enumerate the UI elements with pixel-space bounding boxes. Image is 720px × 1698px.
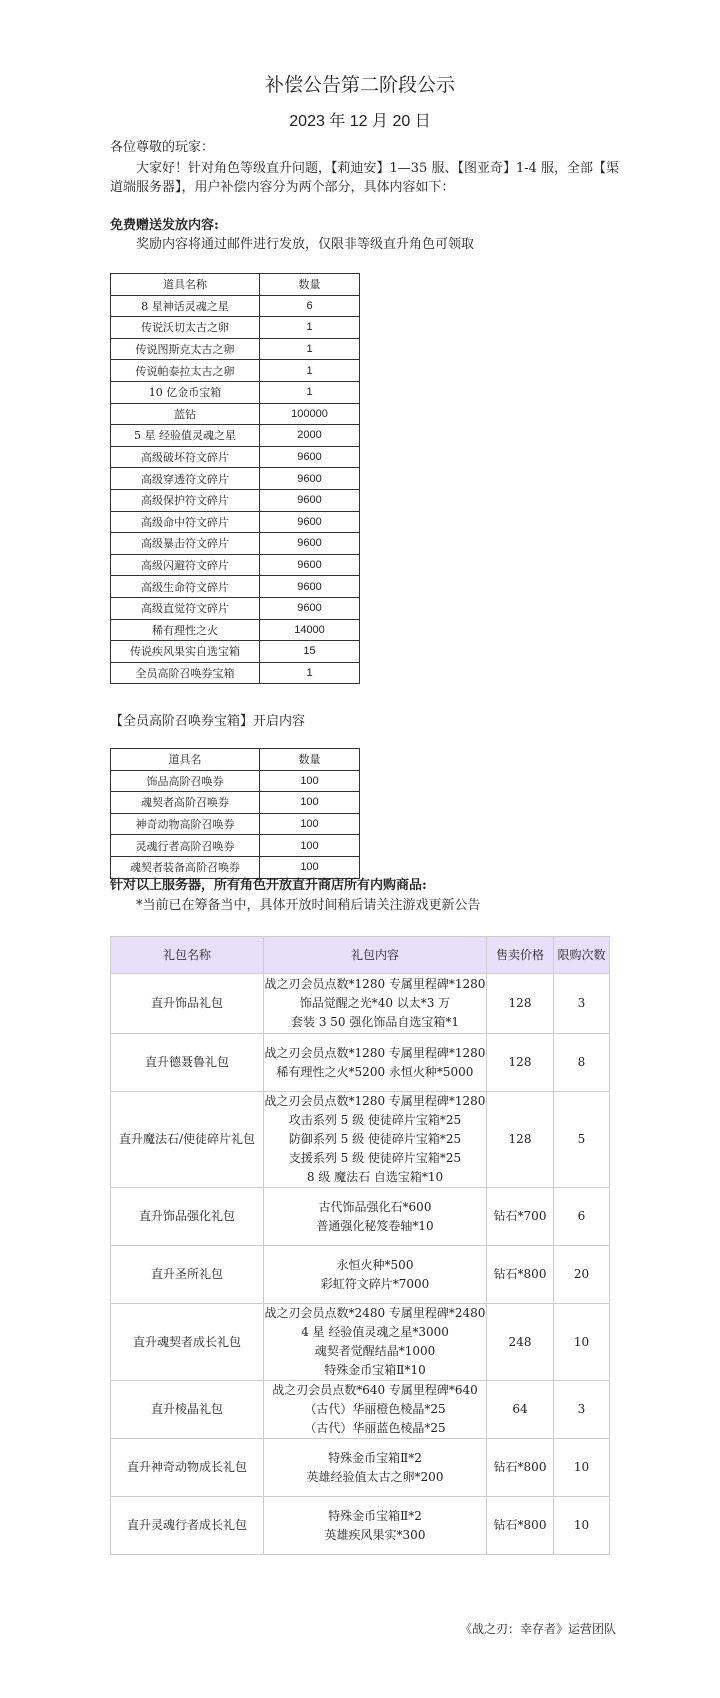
content-line: 战之刃会员点数*1280 专属里程碑*1280 bbox=[264, 1094, 486, 1108]
package-price: 钻石*800 bbox=[487, 1439, 554, 1497]
table-header: 数量 bbox=[260, 749, 360, 771]
package-price: 钻石*700 bbox=[487, 1188, 554, 1246]
content-line: 古代饰品强化石*600 bbox=[318, 1199, 432, 1214]
item-quantity: 1 bbox=[260, 662, 360, 684]
package-price: 64 bbox=[487, 1381, 554, 1439]
page-title: 补偿公告第二阶段公示 bbox=[264, 74, 455, 96]
item-quantity: 1 bbox=[260, 381, 360, 403]
signature: 《战之刃：幸存者》运营团队 bbox=[459, 1622, 616, 1636]
package-price: 128 bbox=[487, 1092, 554, 1188]
item-name: 高级破坏符文碎片 bbox=[111, 446, 260, 468]
item-quantity: 1 bbox=[260, 317, 360, 339]
content-line: 特殊金币宝箱Ⅱ*2 bbox=[328, 1508, 422, 1523]
item-quantity: 100 bbox=[260, 770, 360, 792]
item-quantity: 1 bbox=[260, 360, 360, 382]
content-line: 8 级 魔法石 自选宝箱*10 bbox=[306, 1170, 444, 1184]
package-name: 直升神奇动物成长礼包 bbox=[111, 1439, 264, 1497]
table-row bbox=[111, 1034, 610, 1092]
item-name: 饰品高阶召唤券 bbox=[111, 770, 260, 792]
content-line: （古代）华丽橙色棱晶*25 bbox=[304, 1402, 446, 1416]
box-items-table bbox=[110, 748, 360, 879]
purchase-limit: 3 bbox=[554, 974, 610, 1034]
item-quantity: 6 bbox=[260, 295, 360, 317]
item-quantity: 9600 bbox=[260, 554, 360, 576]
item-name: 传说疾风果实自选宝箱 bbox=[111, 641, 260, 663]
table-row bbox=[111, 576, 360, 598]
table-row bbox=[111, 770, 360, 792]
purchase-limit: 10 bbox=[554, 1497, 610, 1555]
table-header: 道具名 bbox=[111, 749, 260, 771]
item-name: 神奇动物高阶召唤券 bbox=[111, 813, 260, 835]
table-row bbox=[111, 1304, 610, 1381]
item-quantity: 9600 bbox=[260, 446, 360, 468]
table-row bbox=[111, 1381, 610, 1439]
item-quantity: 100 bbox=[260, 856, 360, 878]
package-content bbox=[264, 1246, 487, 1304]
item-name: 魂契者装备高阶召唤券 bbox=[111, 856, 260, 878]
content-line: 战之刃会员点数*1280 专属里程碑*1280 bbox=[264, 977, 486, 991]
item-name: 高级暴击符文碎片 bbox=[111, 533, 260, 555]
item-quantity: 14000 bbox=[260, 619, 360, 641]
table-row bbox=[111, 1246, 610, 1304]
content-line: 攻击系列 5 级 使徒碎片宝箱*25 bbox=[288, 1113, 462, 1127]
package-name: 直升魔法石/使徒碎片礼包 bbox=[111, 1092, 264, 1188]
table-row bbox=[111, 446, 360, 468]
greeting: 各位尊敬的玩家： bbox=[110, 140, 215, 155]
package-price: 128 bbox=[487, 1034, 554, 1092]
table-row bbox=[111, 1439, 610, 1497]
package-content bbox=[264, 974, 487, 1034]
package-price: 钻石*800 bbox=[487, 1246, 554, 1304]
item-name: 高级生命符文碎片 bbox=[111, 576, 260, 598]
package-name: 直升圣所礼包 bbox=[111, 1246, 264, 1304]
package-price: 128 bbox=[487, 974, 554, 1034]
table-row bbox=[111, 533, 360, 555]
table-row bbox=[111, 662, 360, 684]
shop-note: *当前已在筹备当中，具体开放时间稍后请关注游戏更新公告 bbox=[136, 898, 481, 913]
table-row bbox=[111, 641, 360, 663]
purchase-limit: 10 bbox=[554, 1304, 610, 1381]
package-content bbox=[264, 1188, 487, 1246]
item-name: 高级直觉符文碎片 bbox=[111, 597, 260, 619]
purchase-limit: 6 bbox=[554, 1188, 610, 1246]
item-name: 稀有理性之火 bbox=[111, 619, 260, 641]
table-row bbox=[111, 425, 360, 447]
table-row bbox=[111, 381, 360, 403]
content-line: 防御系列 5 级 使徒碎片宝箱*25 bbox=[288, 1132, 462, 1146]
item-quantity: 9600 bbox=[260, 533, 360, 555]
content-line: （古代）华丽蓝色棱晶*25 bbox=[304, 1421, 446, 1435]
item-quantity: 100 bbox=[260, 813, 360, 835]
item-name: 魂契者高阶召唤券 bbox=[111, 792, 260, 814]
table-header: 限购次数 bbox=[554, 937, 610, 974]
item-name: 高级保护符文碎片 bbox=[111, 489, 260, 511]
item-quantity: 15 bbox=[260, 641, 360, 663]
content-line: 特殊金币宝箱Ⅱ*10 bbox=[324, 1363, 426, 1377]
table-row bbox=[111, 835, 360, 857]
item-name: 灵魂行者高阶召唤券 bbox=[111, 835, 260, 857]
item-name: 蓝钻 bbox=[111, 403, 260, 425]
table-row bbox=[111, 974, 610, 1034]
item-name: 5 星 经验值灵魂之星 bbox=[111, 425, 260, 447]
purchase-limit: 3 bbox=[554, 1381, 610, 1439]
content-line: 普通强化秘笈卷轴*10 bbox=[316, 1218, 434, 1233]
content-line: 特殊金币宝箱Ⅱ*2 bbox=[328, 1450, 422, 1465]
purchase-limit: 10 bbox=[554, 1439, 610, 1497]
package-content bbox=[264, 1439, 487, 1497]
item-quantity: 100 bbox=[260, 835, 360, 857]
free-items-table bbox=[110, 273, 360, 684]
content-line: 支援系列 5 级 使徒碎片宝箱*25 bbox=[288, 1151, 462, 1165]
table-row bbox=[111, 468, 360, 490]
package-content bbox=[264, 1034, 487, 1092]
item-quantity: 9600 bbox=[260, 511, 360, 533]
package-content bbox=[264, 1497, 487, 1555]
package-content bbox=[264, 1092, 487, 1188]
item-quantity: 100000 bbox=[260, 403, 360, 425]
table-row bbox=[111, 338, 360, 360]
item-quantity: 9600 bbox=[260, 576, 360, 598]
item-name: 高级闪避符文碎片 bbox=[111, 554, 260, 576]
table-row bbox=[111, 813, 360, 835]
content-line: 套装 3 50 强化饰品自选宝箱*1 bbox=[291, 1015, 459, 1029]
table-row bbox=[111, 295, 360, 317]
package-name: 直升魂契者成长礼包 bbox=[111, 1304, 264, 1381]
table-row bbox=[111, 554, 360, 576]
item-name: 高级穿透符文碎片 bbox=[111, 468, 260, 490]
package-price: 钻石*800 bbox=[487, 1497, 554, 1555]
item-name: 高级命中符文碎片 bbox=[111, 511, 260, 533]
table-header: 数量 bbox=[260, 274, 360, 296]
intro-paragraph: 大家好！针对角色等级直升问题，【莉迪安】1—35 服、【图亚奇】1-4 服，全部【渠道端服务器】，用户补偿内容分为两个部分，具体内容如下： bbox=[110, 161, 620, 195]
content-line: 战之刃会员点数*1280 专属里程碑*1280 bbox=[264, 1045, 486, 1060]
package-price: 248 bbox=[487, 1304, 554, 1381]
content-line: 英雄疾风果实*300 bbox=[324, 1527, 426, 1542]
free-note: 奖励内容将通过邮件进行发放，仅限非等级直升角色可领取 bbox=[136, 237, 475, 252]
shop-packages-table bbox=[110, 936, 610, 1555]
item-quantity: 1 bbox=[260, 338, 360, 360]
item-name: 传说图斯克太古之卵 bbox=[111, 338, 260, 360]
package-content bbox=[264, 1381, 487, 1439]
content-line: 彩虹符文碎片*7000 bbox=[320, 1276, 430, 1291]
table-row bbox=[111, 856, 360, 878]
package-name: 直升饰品强化礼包 bbox=[111, 1188, 264, 1246]
content-line: 战之刃会员点数*640 专属里程碑*640 bbox=[272, 1383, 478, 1397]
purchase-limit: 5 bbox=[554, 1092, 610, 1188]
package-content bbox=[264, 1304, 487, 1381]
table-row bbox=[111, 1188, 610, 1246]
content-line: 永恒火种*500 bbox=[336, 1257, 414, 1272]
table-header: 售卖价格 bbox=[487, 937, 554, 974]
content-line: 4 星 经验值灵魂之星*3000 bbox=[301, 1325, 449, 1339]
package-name: 直升棱晶礼包 bbox=[111, 1381, 264, 1439]
item-quantity: 100 bbox=[260, 792, 360, 814]
table-row bbox=[111, 511, 360, 533]
purchase-limit: 20 bbox=[554, 1246, 610, 1304]
item-name: 传说帕泰拉太古之卵 bbox=[111, 360, 260, 382]
table-row bbox=[111, 360, 360, 382]
item-quantity: 2000 bbox=[260, 425, 360, 447]
item-name: 传说沃切太古之卵 bbox=[111, 317, 260, 339]
shop-heading: 针对以上服务器，所有角色开放直升商店所有内购商品: bbox=[110, 878, 427, 893]
item-quantity: 9600 bbox=[260, 468, 360, 490]
content-line: 饰品觉醒之光*40 以太*3 万 bbox=[299, 996, 451, 1010]
content-line: 魂契者觉醒结晶*1000 bbox=[314, 1344, 436, 1358]
table-header: 道具名称 bbox=[111, 274, 260, 296]
table-header: 礼包内容 bbox=[264, 937, 487, 974]
content-line: 战之刃会员点数*2480 专属里程碑*2480 bbox=[264, 1306, 486, 1320]
table-header: 礼包名称 bbox=[111, 937, 264, 974]
item-quantity: 9600 bbox=[260, 489, 360, 511]
item-quantity: 9600 bbox=[260, 597, 360, 619]
package-name: 直升灵魂行者成长礼包 bbox=[111, 1497, 264, 1555]
table-row bbox=[111, 792, 360, 814]
box-heading: 【全员高阶召唤券宝箱】开启内容 bbox=[110, 714, 306, 729]
table-row bbox=[111, 619, 360, 641]
package-name: 直升饰品礼包 bbox=[111, 974, 264, 1034]
table-row bbox=[111, 403, 360, 425]
item-name: 全员高阶召唤券宝箱 bbox=[111, 662, 260, 684]
table-row bbox=[111, 489, 360, 511]
announcement-date: 2023 年 12 月 20 日 bbox=[289, 113, 431, 130]
package-name: 直升德聂鲁礼包 bbox=[111, 1034, 264, 1092]
content-line: 稀有理性之火*5200 永恒火种*5000 bbox=[276, 1064, 474, 1079]
table-row bbox=[111, 317, 360, 339]
table-row bbox=[111, 1497, 610, 1555]
table-row bbox=[111, 597, 360, 619]
table-row bbox=[111, 1092, 610, 1188]
item-name: 8 星神话灵魂之星 bbox=[111, 295, 260, 317]
item-name: 10 亿金币宝箱 bbox=[111, 381, 260, 403]
purchase-limit: 8 bbox=[554, 1034, 610, 1092]
content-line: 英雄经验值太古之卵*200 bbox=[306, 1469, 444, 1484]
free-heading: 免费赠送发放内容: bbox=[110, 218, 219, 233]
